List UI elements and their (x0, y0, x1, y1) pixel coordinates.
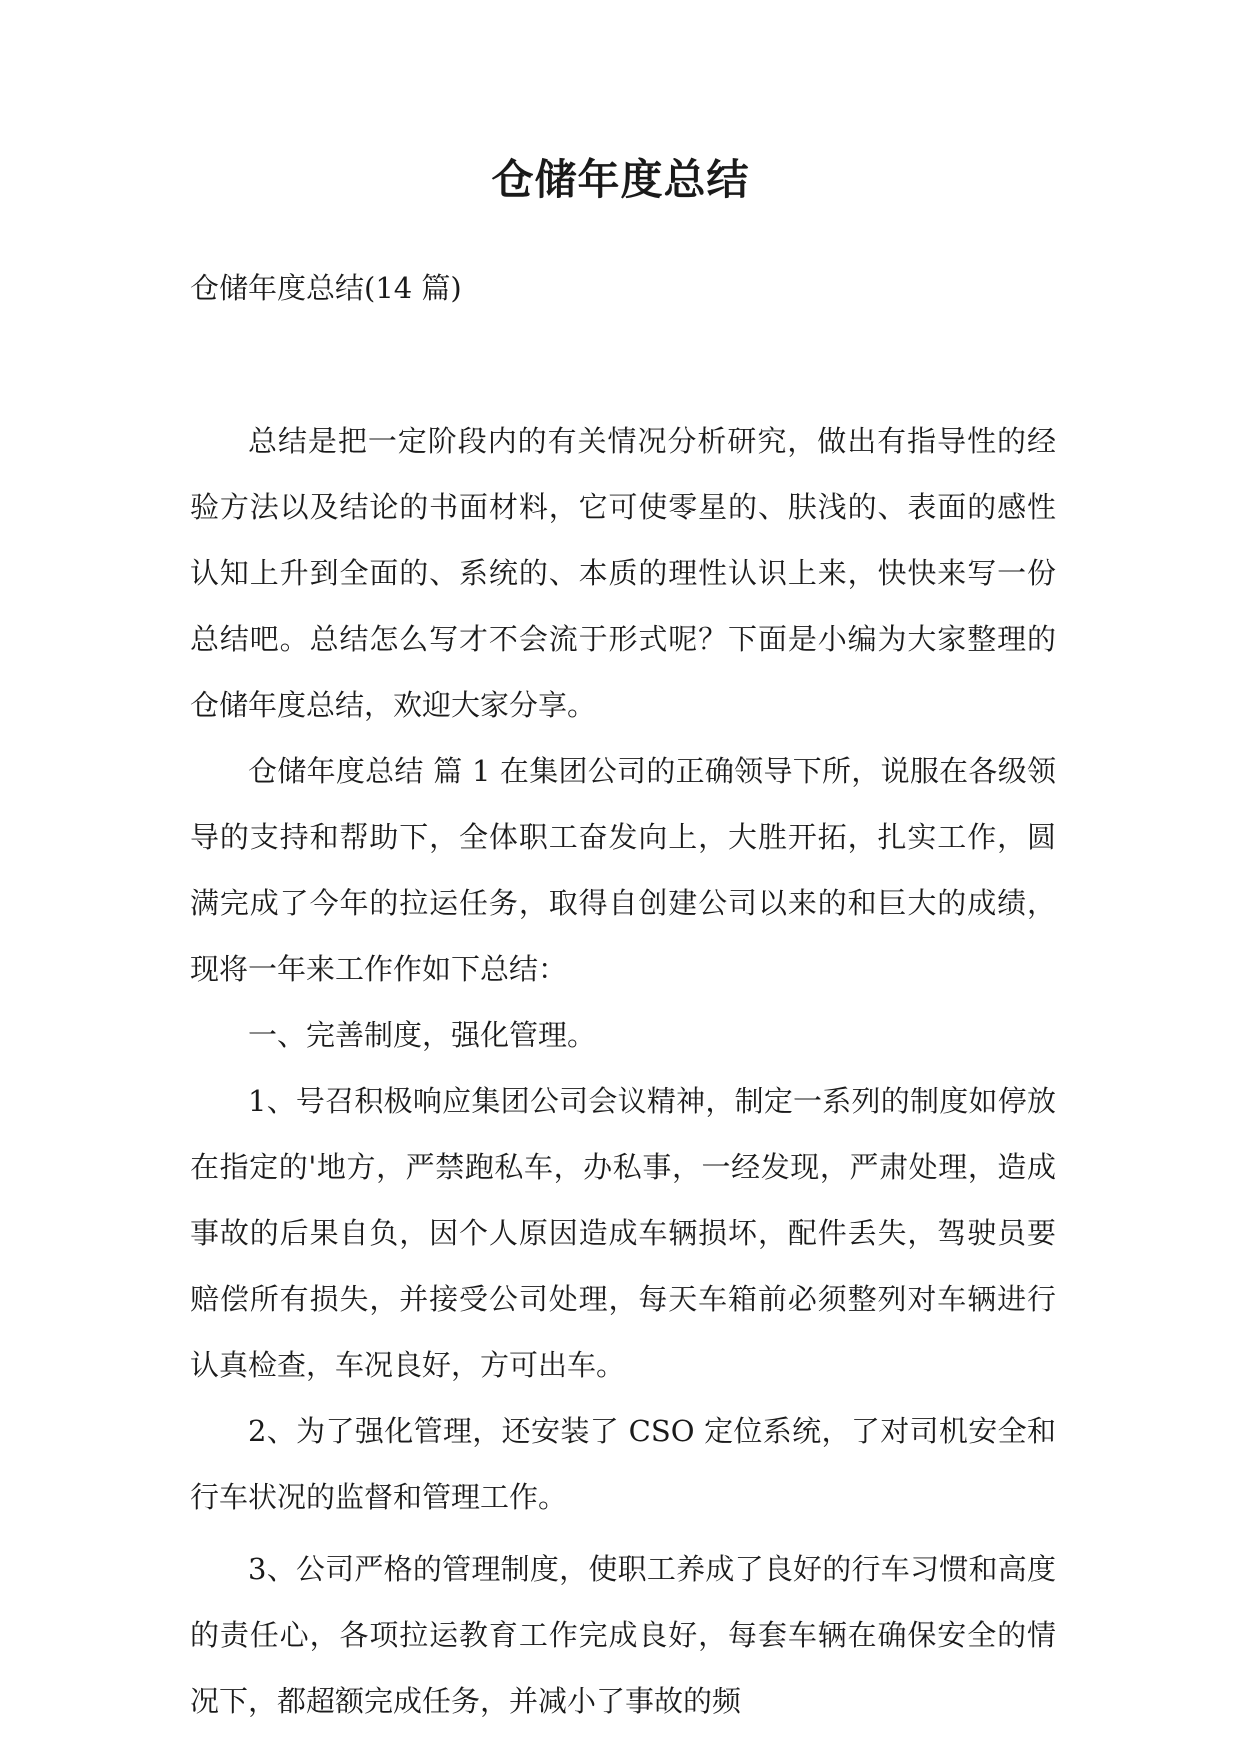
paragraph-item-2: 2、为了强化管理，还安装了 CSO 定位系统，了对司机安全和行车状况的监督和管理工作。 (190, 1414, 1056, 1514)
document-subtitle: 仓储年度总结(14 篇) (190, 271, 462, 305)
paragraph-heading-1: 一、完善制度，强化管理。 (248, 1018, 597, 1052)
paragraph-item-1: 1、号召积极响应集团公司会议精神，制定一系列的制度如停放在指定的'地方，严禁跑私车，办私事，一经发现，严肃处理，造成事故的后果自负，因个人原因造成车辆损坏，配件丢失，驾驶员要赔偿所有损失，并接受公司处理，每天车箱前必须整列对车辆进行认真检查，车况良好，方可出车。 (190, 1084, 1056, 1382)
paragraph-intro: 总结是把一定阶段内的有关情况分析研究，做出有指导性的经验方法以及结论的书面材料，它可使零星的、肤浅的、表面的感性认知上升到全面的、系统的、本质的理性认识上来，快快来写一份总结吧。总结怎么写才不会流于形式呢？下面是小编为大家整理的仓储年度总结，欢迎大家分享。 (190, 424, 1056, 722)
paragraph-section-1: 仓储年度总结 篇 1 在集团公司的正确领导下所，说服在各级领导的支持和帮助下，全体职工奋发向上，大胜开拓，扎实工作，圆满完成了今年的拉运任务，取得自创建公司以来的和巨大的成绩，现将一年来工作作如下总结： (190, 754, 1056, 986)
document-title: 仓储年度总结 (491, 155, 750, 204)
paragraph-item-3: 3、公司严格的管理制度，使职工养成了良好的行车习惯和高度的责任心，各项拉运教育工作完成良好，每套车辆在确保安全的情况下，都超额完成任务，并减小了事故的频 (190, 1552, 1056, 1718)
document-body (190, 408, 1056, 1734)
